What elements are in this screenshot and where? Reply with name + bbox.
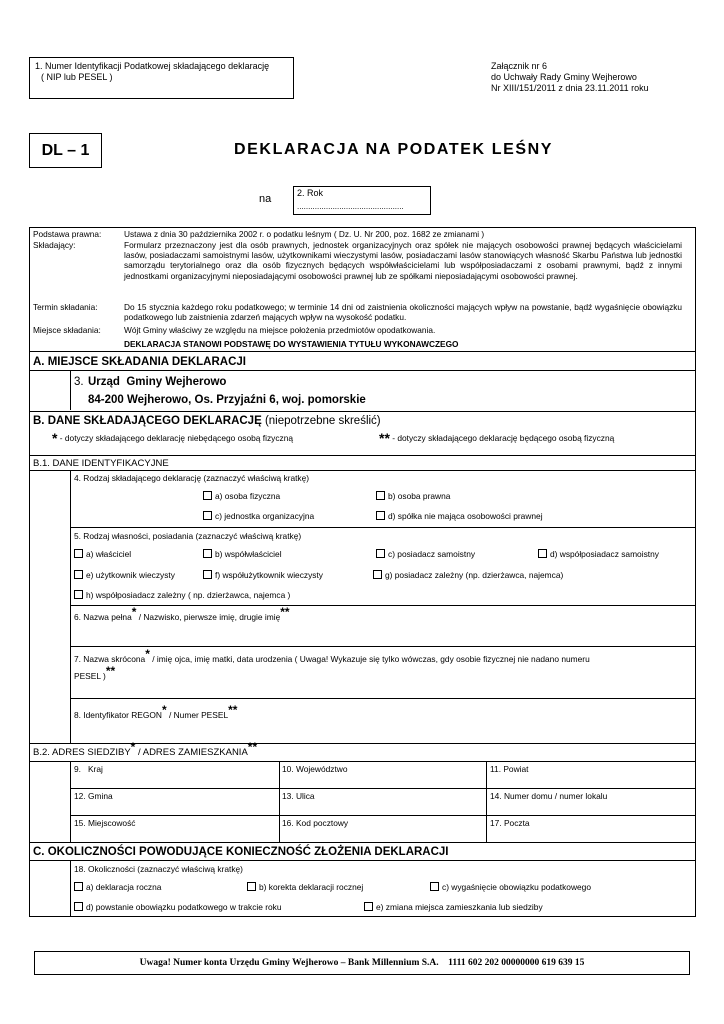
legend-star-double: **	[379, 430, 390, 446]
attachment-note: Załącznik nr 6 do Uchwały Rady Gminy Wejherowo Nr XIII/151/2011 z dnia 23.11.2011 roku	[491, 61, 649, 93]
field-house-number[interactable]: 14. Numer domu / numer lokalu	[490, 791, 608, 801]
field8-label[interactable]: 8. Identyfikator REGON* / Numer PESEL**	[74, 703, 238, 720]
checkbox[interactable]	[247, 882, 256, 891]
section-b2-title: B.2. ADRES SIEDZIBY* / ADRES ZAMIESZKANIA**	[33, 740, 258, 758]
option-partnership[interactable]: d) spółka nie mająca osobowości prawnej	[376, 511, 543, 521]
office-name: Urząd Gminy Wejherowo	[88, 376, 227, 388]
enforcement-notice: DEKLARACJA STANOWI PODSTAWĘ DO WYSTAWIENIA TYTUŁU WYKONAWCZEGO	[124, 339, 459, 349]
field-county[interactable]: 11. Powiat	[490, 764, 529, 774]
text-deadline: Do 15 stycznia każdego roku podatkowego; w terminie 14 dni od zaistnienia okoliczności mających wpływ na powstanie, bądź wygaśnięcie obowiązku podatkowego lub zaistnienia zdarzeń mających wpływ na wysokość podatku.	[124, 302, 682, 323]
option-expiry[interactable]: c) wygaśnięcie obowiązku podatkowego	[430, 882, 591, 892]
checkbox[interactable]	[376, 511, 385, 520]
label-submitter: Składający:	[33, 240, 76, 250]
checkbox[interactable]	[376, 491, 385, 500]
label-deadline: Termin składania:	[33, 302, 98, 312]
field-country[interactable]: 9. Kraj	[74, 764, 103, 774]
checkbox[interactable]	[74, 902, 83, 911]
legend-natural-person-text: - dotyczy składającego deklarację będącego osobą fizyczną	[392, 433, 615, 443]
field4-label: 4. Rodzaj składającego deklarację (zaznaczyć właściwą kratkę)	[74, 473, 310, 483]
bank-account-box	[34, 951, 690, 975]
section-a-title: A. MIEJSCE SKŁADANIA DEKLARACJI	[33, 356, 246, 368]
field-municipality[interactable]: 12. Gmina	[74, 791, 113, 801]
label-legal-basis: Podstawa prawna:	[33, 229, 102, 239]
legend-natural-person	[379, 430, 614, 446]
year-dots: ................................................	[297, 202, 404, 211]
field-town[interactable]: 15. Miejscowość	[74, 818, 136, 828]
checkbox[interactable]	[74, 590, 83, 599]
checkbox[interactable]	[203, 511, 212, 520]
legend-star-single: *	[52, 430, 58, 446]
form-code: DL – 1	[41, 142, 90, 159]
text-place: Wójt Gminy właściwy ze względu na miejsce położenia przedmiotów opodatkowania.	[124, 325, 436, 335]
section-b-title: B. DANE SKŁADAJĄCEGO DEKLARACJĘ	[33, 415, 262, 427]
option-address-change[interactable]: e) zmiana miejsca zamieszkania lub siedziby	[364, 902, 543, 912]
field-street[interactable]: 13. Ulica	[282, 791, 315, 801]
form-code-box	[29, 133, 102, 168]
option-legal-person[interactable]: b) osoba prawna	[376, 491, 450, 501]
option-perpetual-co-user[interactable]: f) współużytkownik wieczysty	[203, 570, 323, 580]
option-dependent-possessor[interactable]: g) posiadacz zależny (np. dzierżawca, najemca)	[373, 570, 563, 580]
section-b-note: (niepotrzebne skreślić)	[264, 415, 381, 427]
checkbox[interactable]	[538, 549, 547, 558]
checkbox[interactable]	[74, 549, 83, 558]
option-org-unit[interactable]: c) jednostka organizacyjna	[203, 511, 314, 521]
field5-label: 5. Rodzaj własności, posiadania (zaznaczyć właściwą kratkę)	[74, 531, 302, 541]
option-perpetual-user[interactable]: e) użytkownik wieczysty	[74, 570, 175, 580]
field-postal-code[interactable]: 16. Kod pocztowy	[282, 818, 349, 828]
office-number: 3.	[74, 376, 84, 388]
checkbox[interactable]	[376, 549, 385, 558]
option-annual[interactable]: a) deklaracja roczna	[74, 882, 161, 892]
checkbox[interactable]	[74, 570, 83, 579]
checkbox[interactable]	[203, 491, 212, 500]
field6-label[interactable]: 6. Nazwa pełna* / Nazwisko, pierwsze imię, drugie imię**	[74, 605, 290, 622]
section-c-title: C. OKOLICZNOŚCI POWODUJĄCE KONIECZNOŚĆ ZŁOŻENIA DEKLARACJI	[33, 846, 449, 858]
checkbox[interactable]	[74, 882, 83, 891]
nip-field-box[interactable]	[29, 57, 294, 99]
legend-legal-person-text: - dotyczy składającego deklarację niebędącego osobą fizyczną	[59, 433, 294, 443]
option-co-owner[interactable]: b) współwłaściciel	[203, 549, 282, 559]
option-independent-possessor[interactable]: c) posiadacz samoistny	[376, 549, 475, 559]
legend-legal-person	[52, 430, 293, 446]
year-prefix: na	[259, 193, 272, 205]
option-owner[interactable]: a) właściciel	[74, 549, 131, 559]
field7-label-cont: PESEL )**	[74, 664, 116, 681]
field18-label: 18. Okoliczności (zaznaczyć właściwą kratkę)	[74, 864, 243, 874]
field7-label[interactable]: 7. Nazwa skrócona* / imię ojca, imię matki, data urodzenia ( Uwaga! Wykazuje się tylko wówczas, gdy osobie fizycznej nie nadano numeru	[74, 647, 590, 664]
section-b-header	[33, 415, 381, 427]
checkbox[interactable]	[203, 570, 212, 579]
nip-label: 1. Numer Identyfikacji Podatkowej składającego deklarację	[35, 61, 270, 71]
field-post-office[interactable]: 17. Poczta	[490, 818, 530, 828]
text-submitter: Formularz przeznaczony jest dla osób prawnych, jednostek organizacyjnych oraz spółek nie mających osobowości prawnej będących właścicielami lasów, posiadaczami samoistnymi lasów, użytkownikami wieczystymi lasów, posiadaczami lasów stanowiących własność Skarbu Państwa lub jednostki samorządu terytorialnego oraz dla osób fizycznych będących współwłaścicielami lub współposiadaczami z osobami prawnymi, bądź z innymi jednostkami organizacyjnymi nieposiadającymi osobowości prawnej lub ze spółkami nieposiadającymi osobowości prawnej.	[124, 240, 682, 281]
checkbox[interactable]	[373, 570, 382, 579]
field-voivodeship[interactable]: 10. Województwo	[282, 764, 348, 774]
year-field-box[interactable]	[293, 186, 431, 215]
section-b1-title: B.1. DANE IDENTYFIKACYJNE	[33, 458, 169, 469]
label-place: Miejsce składania:	[33, 325, 101, 335]
checkbox[interactable]	[364, 902, 373, 911]
text-legal-basis: Ustawa z dnia 30 października 2002 r. o podatku leśnym ( Dz. U. Nr 200, poz. 1682 ze zmianami )	[124, 229, 485, 239]
option-natural-person[interactable]: a) osoba fizyczna	[203, 491, 280, 501]
office-address: 84-200 Wejherowo, Os. Przyjaźni 6, woj. pomorskie	[88, 394, 366, 406]
option-arising-during-year[interactable]: d) powstanie obowiązku podatkowego w trakcie roku	[74, 902, 282, 912]
page-title: DEKLARACJA NA PODATEK LEŚNY	[234, 141, 554, 158]
year-label: 2. Rok	[297, 188, 324, 198]
nip-sublabel: ( NIP lub PESEL )	[41, 72, 113, 82]
bank-account-notice: Uwaga! Numer konta Urzędu Gminy Wejherowo – Bank Millennium S.A. 1111 602 202 00000000 619 639 15	[139, 958, 585, 968]
checkbox[interactable]	[203, 549, 212, 558]
option-dependent-co-possessor[interactable]: h) współposiadacz zależny ( np. dzierżawca, najemca )	[74, 590, 290, 600]
option-correction[interactable]: b) korekta deklaracji rocznej	[247, 882, 363, 892]
checkbox[interactable]	[430, 882, 439, 891]
option-independent-co-possessor[interactable]: d) współposiadacz samoistny	[538, 549, 659, 559]
